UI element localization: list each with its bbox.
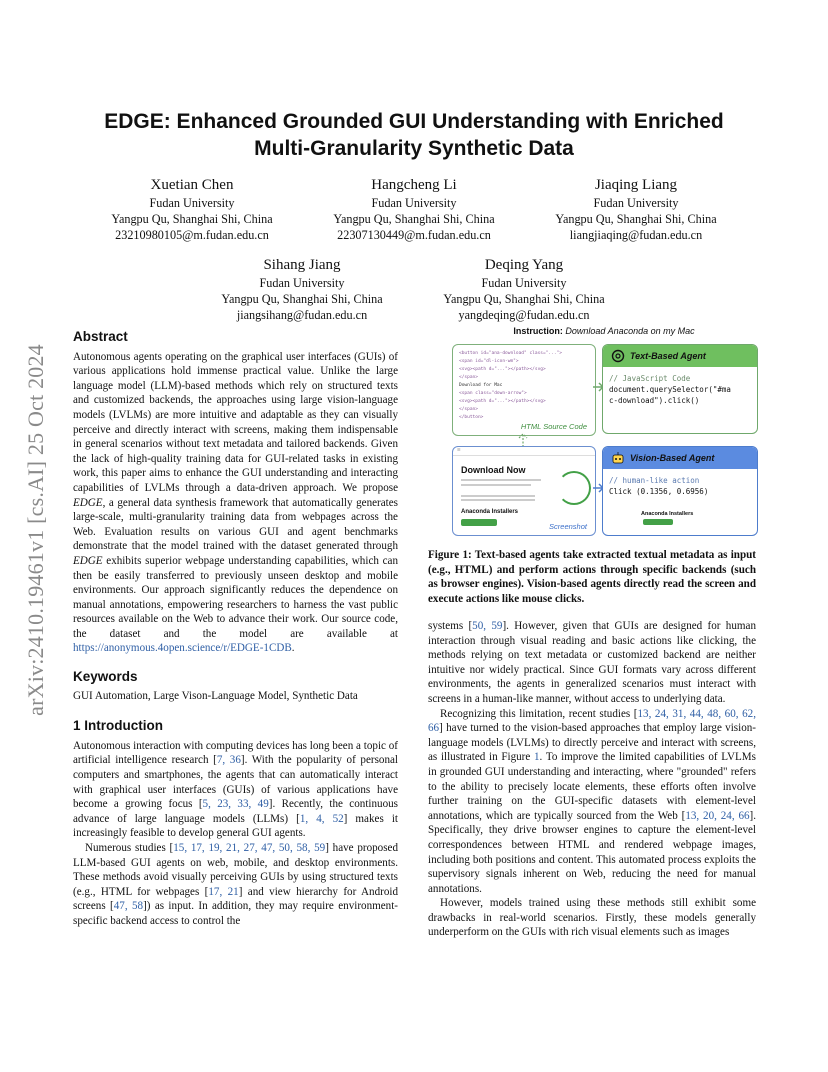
screenshot-text-line bbox=[461, 499, 535, 501]
code-line: <svg><path d="..."></path></svg> bbox=[459, 367, 546, 372]
download-button[interactable] bbox=[643, 519, 673, 525]
code-line: <button id="ana-download" class="..."> bbox=[459, 351, 562, 356]
paper-title: EDGE: Enhanced Grounded GUI Understanding with Enriched Multi-Granularity Synthetic Data bbox=[104, 110, 724, 160]
introduction-heading: 1 Introduction bbox=[73, 718, 163, 734]
author-block: Xuetian Chen Fudan University Yangpu Qu, Shanghai Shi, China 23210980105@m.fudan.edu.cn bbox=[111, 177, 273, 243]
screenshot-text-line bbox=[461, 479, 541, 481]
body-paragraph: However, models trained using these methods still exhibit some drawbacks in real-world scenarios. Firstly, these models generally underperform on the GUIs with rich visual elements such as images bbox=[428, 897, 756, 939]
keywords-heading: Keywords bbox=[73, 669, 138, 685]
citation-link[interactable]: 15, 17, 19, 21, 27, 47, 50, 58, 59 bbox=[173, 842, 326, 854]
source-code-link[interactable]: https://anonymous.4open.science/r/EDGE-1CDB bbox=[73, 642, 292, 655]
text-agent-header: Text-Based Agent bbox=[603, 345, 757, 367]
code-line: </button> bbox=[459, 415, 484, 420]
left-column bbox=[73, 330, 398, 929]
code-line: </span> bbox=[459, 375, 478, 380]
citation-link[interactable]: 5, 23, 33, 49 bbox=[202, 798, 269, 811]
text-based-agent-panel bbox=[602, 344, 758, 434]
vision-agent-header: Vision-Based Agent bbox=[603, 447, 757, 469]
screenshot-text-line bbox=[461, 484, 531, 486]
screenshot-text-line bbox=[461, 495, 535, 497]
body-paragraph: systems [50, 59]. However, given that GUIs are designed for human interaction through visual reading and basic actions like clicking, the methods relying on text metadata or customized backend are neither intuitive nor widely practical. Since GUI formats vary across different environments, the agents in generalized scenarios must interact with screens in a human-like manner, without access to underlying data. bbox=[428, 620, 756, 705]
citation-link[interactable]: 47, 58 bbox=[113, 900, 144, 913]
intro-paragraph: Numerous studies [15, 17, 19, 21, 27, 47, 50, 58, 59] have proposed LLM-based GUI agents on web, mobile, and desktop environments. These methods avoid visually perceiving GUIs by using structured texts (e.g., HTML for webpages [17, 21] and view hierarchy for Android screens [47, 58]) as input. In addition, they may require environment-specific backend access to control the bbox=[73, 842, 399, 927]
download-button[interactable] bbox=[461, 519, 497, 526]
citation-link[interactable]: 13, 24, 31, 44, 48, 60, 62, 66 bbox=[428, 707, 756, 735]
screenshot-label: Screenshot bbox=[549, 522, 587, 531]
vision-based-agent-panel bbox=[602, 446, 758, 536]
abstract-text: Autonomous agents operating on the graphical user interfaces (GUIs) of various applications hold immense practical value. Unlike the large language model (LLM)-based methods which rely on structured texts and customized backends, the approaches using large vision-language models (LVLMs) are more intuitive and adaptable as they can visually perceive and directly interact with screens, making them indispensable in general scenarios without text metadata and tailored backends. Given the lack of high-quality training data for GUI-related tasks in existing work, this paper aims to enhance the GUI understanding and interacting capabilities of LVLMs through a data-driven approach. We propose EDGE, a general data synthesis framework that automatically generates large-scale, multi-granularity training data from webpages across the Web. Evaluation results on various GUI and agent benchmarks demonstrate that the model trained with the dataset generated through EDGE exhibits superior webpage understanding capabilities, which can then be easily transferred to previously unseen desktop and mobile environments. Our approach significantly reduces the dependence on manual annotations, empowering researchers to harness the vast public resources available on the Web to advance their work. Our source code, the dataset and the model are available at https://anonymous.4open.science/r/EDGE-1CDB. bbox=[73, 350, 398, 655]
code-line: <span class="down-arrow"> bbox=[459, 391, 527, 396]
citation-link[interactable]: 13, 20, 24, 66 bbox=[685, 809, 750, 822]
code-line: </span> bbox=[459, 407, 478, 412]
screenshot-title: Download Now bbox=[461, 465, 526, 475]
citation-link[interactable]: 1, 4, 52 bbox=[299, 812, 344, 825]
figure-1 bbox=[448, 326, 760, 544]
author-block: Sihang Jiang Fudan University Yangpu Qu, Shanghai Shi, China jiangsihang@fudan.edu.cn bbox=[221, 257, 383, 323]
citation-link[interactable]: 17, 21 bbox=[208, 885, 239, 898]
html-source-panel bbox=[452, 344, 596, 436]
robot-icon bbox=[611, 451, 625, 465]
code-line: Download for Mac bbox=[459, 383, 503, 388]
intro-paragraph: Autonomous interaction with computing devices has long been a topic of artificial intelligence research [7, 36]. With the popularity of personal computers and smartphones, the agents that can automatically interact with graphical user interfaces (GUIs) of various applications have become a growing focus [5, 23, 33, 49]. Recently, the continuous advance of large language models (LLMs) [1, 4, 52] makes it increasingly feasible to develop general GUI agents. bbox=[73, 739, 398, 840]
author-block: Hangcheng Li Fudan University Yangpu Qu, Shanghai Shi, China 22307130449@m.fudan.edu.cn bbox=[333, 177, 495, 243]
screenshot-panel bbox=[452, 446, 596, 536]
screenshot-subtitle: Anaconda Installers bbox=[461, 509, 519, 515]
author-block: Jiaqing Liang Fudan University Yangpu Qu, Shanghai Shi, China liangjiaqing@fudan.edu.cn bbox=[555, 177, 717, 243]
keywords-text: GUI Automation, Large Vison-Language Model, Synthetic Data bbox=[73, 689, 358, 702]
right-column bbox=[428, 619, 756, 940]
screenshot-navbar: ☰ bbox=[453, 447, 595, 456]
arxiv-stamp: arXiv:2410.19461v1 [cs.AI] 25 Oct 2024 bbox=[23, 344, 48, 716]
vision-agent-code: // human-like action Click (0.1356, 0.6956) bbox=[609, 476, 709, 496]
figure-link[interactable]: 1 bbox=[534, 751, 540, 764]
figure-caption: Figure 1: Text-based agents take extracted textual metadata as input (e.g., HTML) and perform actions through specific backends (such as browser engines). Vision-based agents directly read the screen and execute actions like mouse clicks. bbox=[428, 549, 756, 605]
vision-subtitle: Anaconda Installers bbox=[641, 511, 694, 517]
code-line: <span id="dl-icon-wm"> bbox=[459, 359, 519, 364]
openai-icon bbox=[611, 349, 625, 363]
code-line: <svg><path d="..."></path></svg> bbox=[459, 399, 546, 404]
body-paragraph: Recognizing this limitation, recent studies [13, 24, 31, 44, 48, 60, 62, 66] have turned to the vision-based approaches that employ large vision-language models (LVLMs) to directly perceive and interact with screens, as illustrated in Figure 1. To improve the limited capabilities of LVLMs in grounded GUI understanding and interacting, where "grounded" refers to the ability to precisely locate elements, these efforts often involve further training on the GUI-specific datasets with element-level annotations, which are typically sourced from the Web [13, 20, 24, 66]. Specifically, they drive browser engines to capture the element-level correspondences between HTML and rendered webpage images, including both positions and content. This automated process exploits the supervisory signals inherent on Web, reducing the need for manual annotations. bbox=[428, 707, 757, 895]
abstract-heading: Abstract bbox=[73, 329, 128, 344]
author-block: Deqing Yang Fudan University Yangpu Qu, Shanghai Shi, China yangdeqing@fudan.edu.cn bbox=[443, 257, 605, 323]
citation-link[interactable]: 7, 36 bbox=[216, 754, 241, 767]
html-source-label: HTML Source Code bbox=[520, 422, 587, 431]
figure-instruction: Instruction: Download Anaconda on my Mac bbox=[513, 326, 695, 336]
text-agent-code: // JavaScript Code document.querySelector("#ma c-download").click() bbox=[609, 374, 731, 405]
anaconda-logo-icon bbox=[557, 471, 591, 505]
citation-link[interactable]: 50, 59 bbox=[472, 620, 503, 632]
